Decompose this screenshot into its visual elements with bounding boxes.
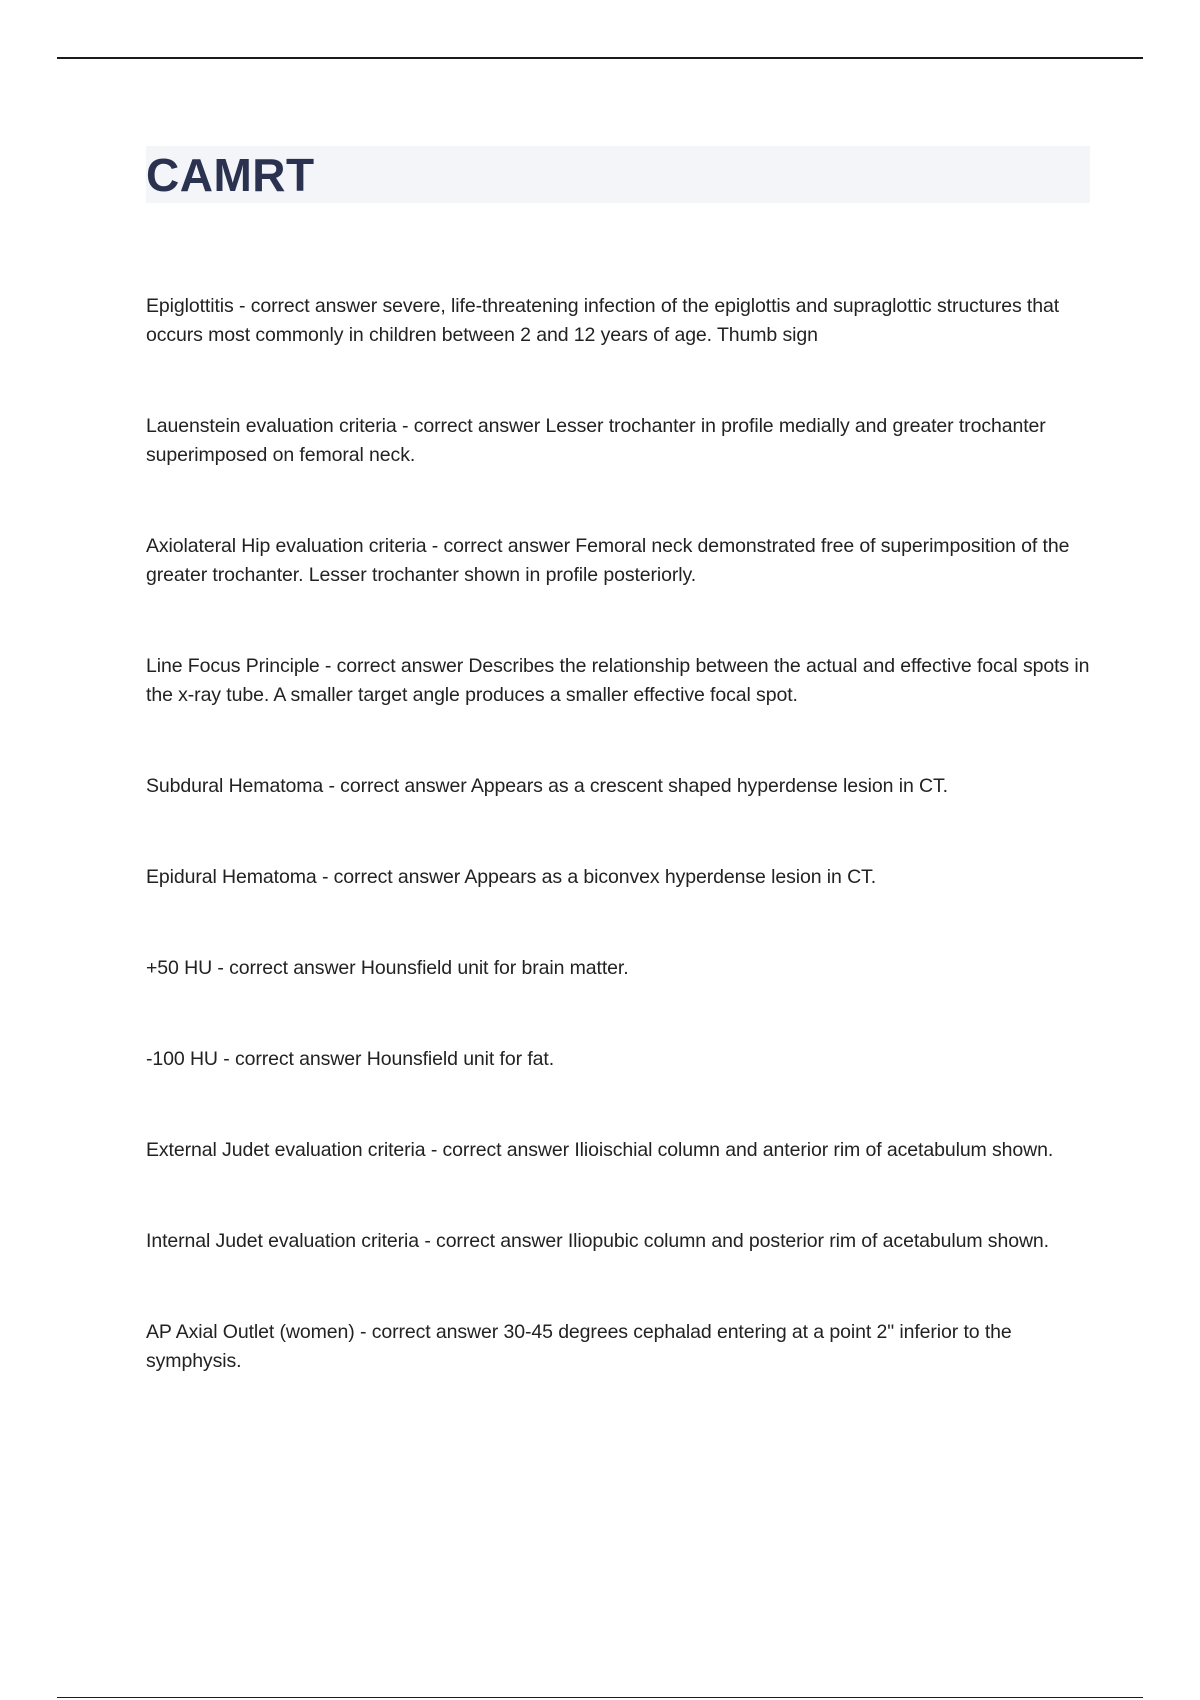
document-title: CAMRT bbox=[146, 148, 315, 201]
flashcard-entry: Internal Judet evaluation criteria - correct answer Iliopubic column and posterior rim of acetabulum shown. bbox=[146, 1230, 1049, 1252]
bottom-rule bbox=[57, 1697, 1143, 1698]
flashcard-entry: +50 HU - correct answer Hounsfield unit for brain matter. bbox=[146, 957, 629, 979]
flashcard-entry: -100 HU - correct answer Hounsfield unit for fat. bbox=[146, 1048, 555, 1070]
flashcard-entry: Epiglottitis - correct answer severe, life-threatening infection of the epiglottis and supraglottic structures that occurs most commonly in children between 2 and 12 years of age. Thumb sign bbox=[146, 295, 1060, 346]
flashcard-entry: Epidural Hematoma - correct answer Appears as a biconvex hyperdense lesion in CT. bbox=[146, 866, 877, 888]
flashcard-list bbox=[146, 292, 1090, 1438]
flashcard-entry: Axiolateral Hip evaluation criteria - correct answer Femoral neck demonstrated free of superimposition of the greater trochanter. Lesser trochanter shown in profile posteriorly. bbox=[146, 535, 1070, 586]
top-rule bbox=[57, 57, 1143, 59]
flashcard-entry: Line Focus Principle - correct answer Describes the relationship between the actual and effective focal spots in the x-ray tube. A smaller target angle produces a smaller effective focal spot. bbox=[146, 655, 1090, 706]
title-band bbox=[146, 146, 1090, 203]
flashcard-entry: Subdural Hematoma - correct answer Appears as a crescent shaped hyperdense lesion in CT. bbox=[146, 775, 948, 797]
flashcard-entry: Lauenstein evaluation criteria - correct answer Lesser trochanter in profile medially and greater trochanter superimposed on femoral neck. bbox=[146, 415, 1046, 466]
flashcard-entry: External Judet evaluation criteria - correct answer Ilioischial column and anterior rim of acetabulum shown. bbox=[146, 1139, 1054, 1161]
flashcard-entry: AP Axial Outlet (women) - correct answer 30-45 degrees cephalad entering at a point 2" inferior to the symphysis. bbox=[146, 1321, 1012, 1372]
